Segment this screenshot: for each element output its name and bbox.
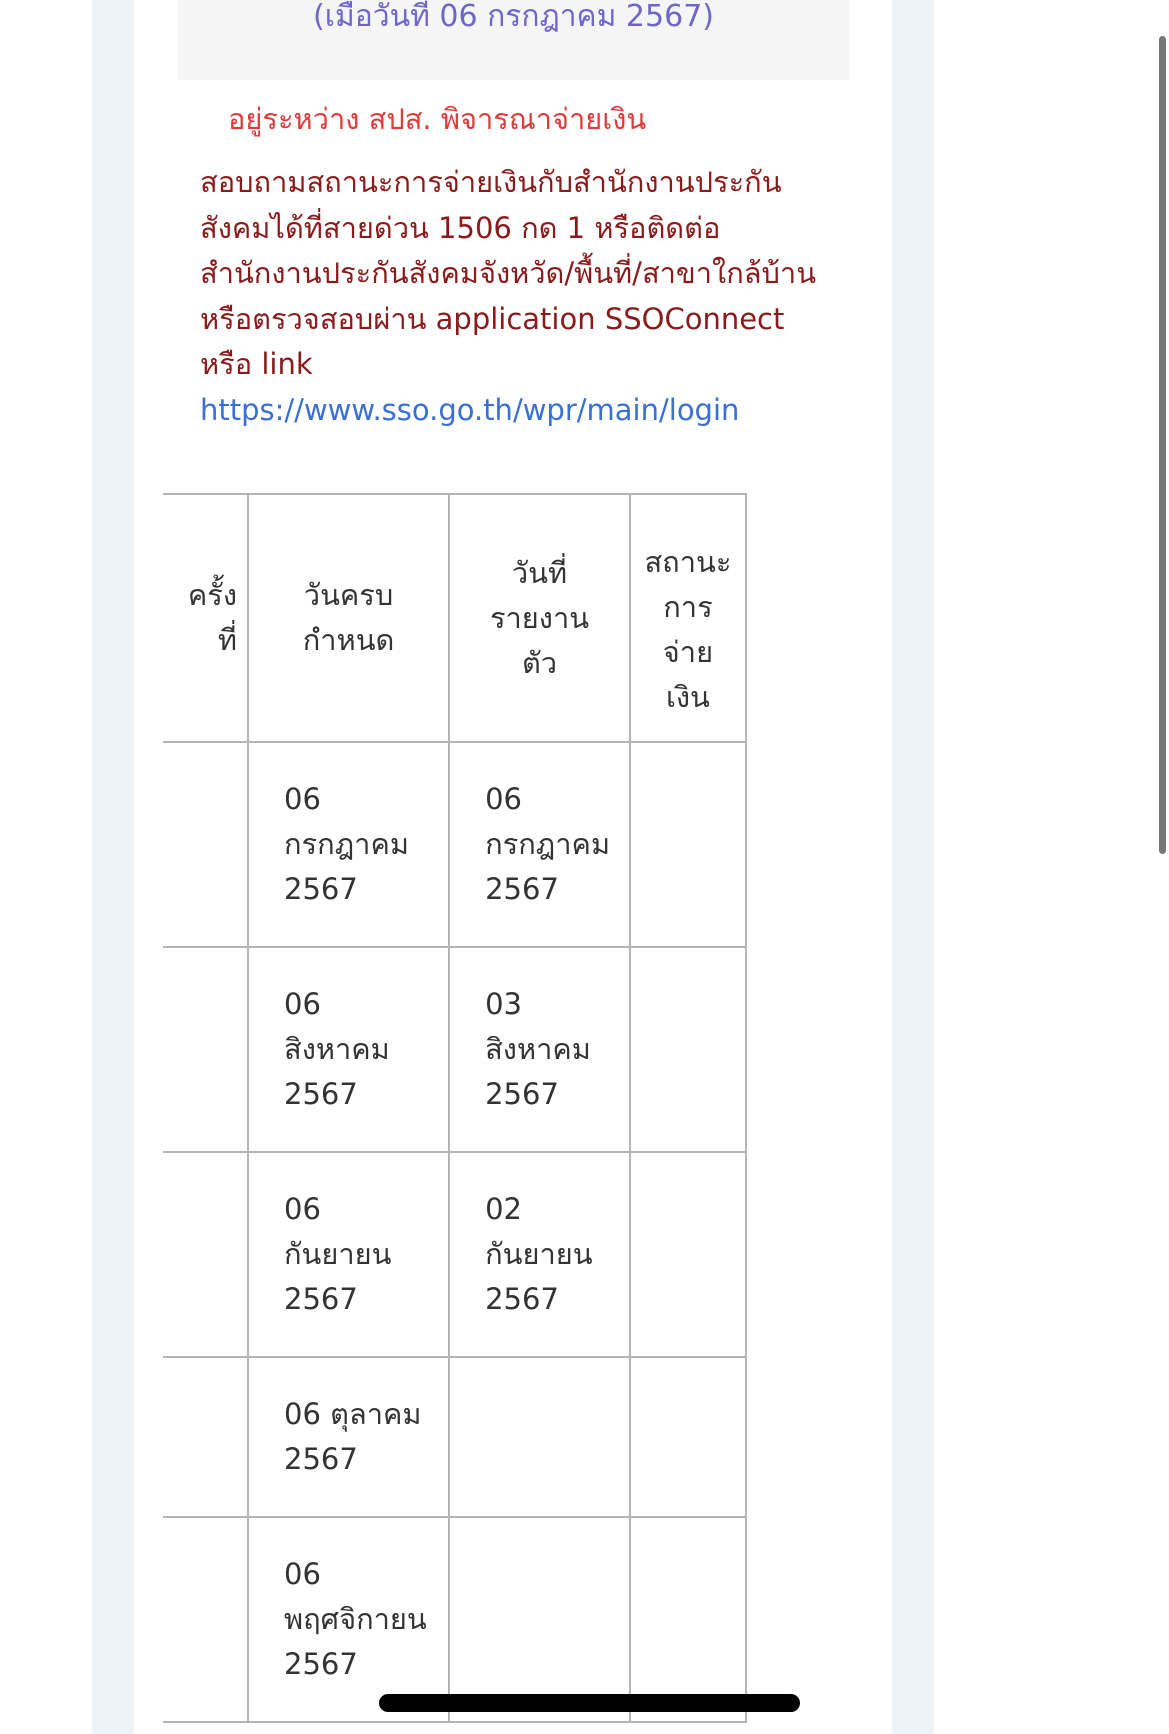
table-row [163, 1357, 746, 1517]
due-date-cell: 06 ตุลาคม 2567 [248, 1357, 449, 1517]
contact-info [200, 160, 850, 433]
due-date-cell: 06 กันยายน 2567 [248, 1152, 449, 1357]
round-cell [163, 742, 248, 947]
payment-status: อยู่ระหว่าง สปส. พิจารณาจ่ายเงิน [228, 102, 647, 136]
info-line: สังคมได้ที่สายด่วน 1506 กด 1 หรือติดต่อ [200, 210, 721, 245]
status-cell [630, 1152, 746, 1357]
info-line: สำนักงานประกันสังคมจังหวัด/พื้นที่/สาขาใกล้บ้าน [200, 256, 817, 290]
payment-table [163, 493, 747, 1723]
info-line: สอบถามสถานะการจ่ายเงินกับสำนักงานประกัน [200, 165, 782, 199]
notice-box [178, 0, 849, 80]
table-header-row [163, 494, 746, 742]
round-cell [163, 947, 248, 1152]
report-date-cell [449, 1357, 630, 1517]
table-row [163, 1152, 746, 1357]
header-round: ครั้ง ที่ [163, 494, 248, 742]
due-date-cell: 06 พฤศจิกายน 2567 [248, 1517, 449, 1722]
due-date-cell: 06 สิงหาคม 2567 [248, 947, 449, 1152]
header-payment-status: สถานะ การ จ่าย เงิน [630, 494, 746, 742]
table-row [163, 947, 746, 1152]
status-cell [630, 1517, 746, 1722]
vertical-scrollbar[interactable] [1159, 36, 1166, 854]
sso-login-link[interactable]: https://www.sso.go.th/wpr/main/login [200, 392, 740, 427]
report-date-cell: 02 กันยายน 2567 [449, 1152, 630, 1357]
report-date-cell: 03 สิงหาคม 2567 [449, 947, 630, 1152]
table-row [163, 742, 746, 947]
info-line: หรือตรวจสอบผ่าน application SSOConnect [200, 301, 785, 336]
home-indicator[interactable] [379, 1694, 800, 1712]
round-cell [163, 1357, 248, 1517]
status-cell [630, 947, 746, 1152]
payment-table-viewport[interactable] [187, 493, 805, 1734]
round-cell [163, 1152, 248, 1357]
report-date-cell: 06 กรกฎาคม 2567 [449, 742, 630, 947]
round-cell [163, 1517, 248, 1722]
table-row [163, 1517, 746, 1722]
header-due-date: วันครบ กำหนด [248, 494, 449, 742]
date-note: (เมื่อวันที่ 06 กรกฎาคม 2567) [313, 0, 714, 34]
status-cell [630, 742, 746, 947]
status-cell [630, 1357, 746, 1517]
header-report-date: วันที่ รายงาน ตัว [449, 494, 630, 742]
report-date-cell [449, 1517, 630, 1722]
right-side-panel [892, 0, 934, 1734]
left-side-panel [92, 0, 134, 1734]
info-line: หรือ link [200, 347, 313, 381]
due-date-cell: 06 กรกฎาคม 2567 [248, 742, 449, 947]
